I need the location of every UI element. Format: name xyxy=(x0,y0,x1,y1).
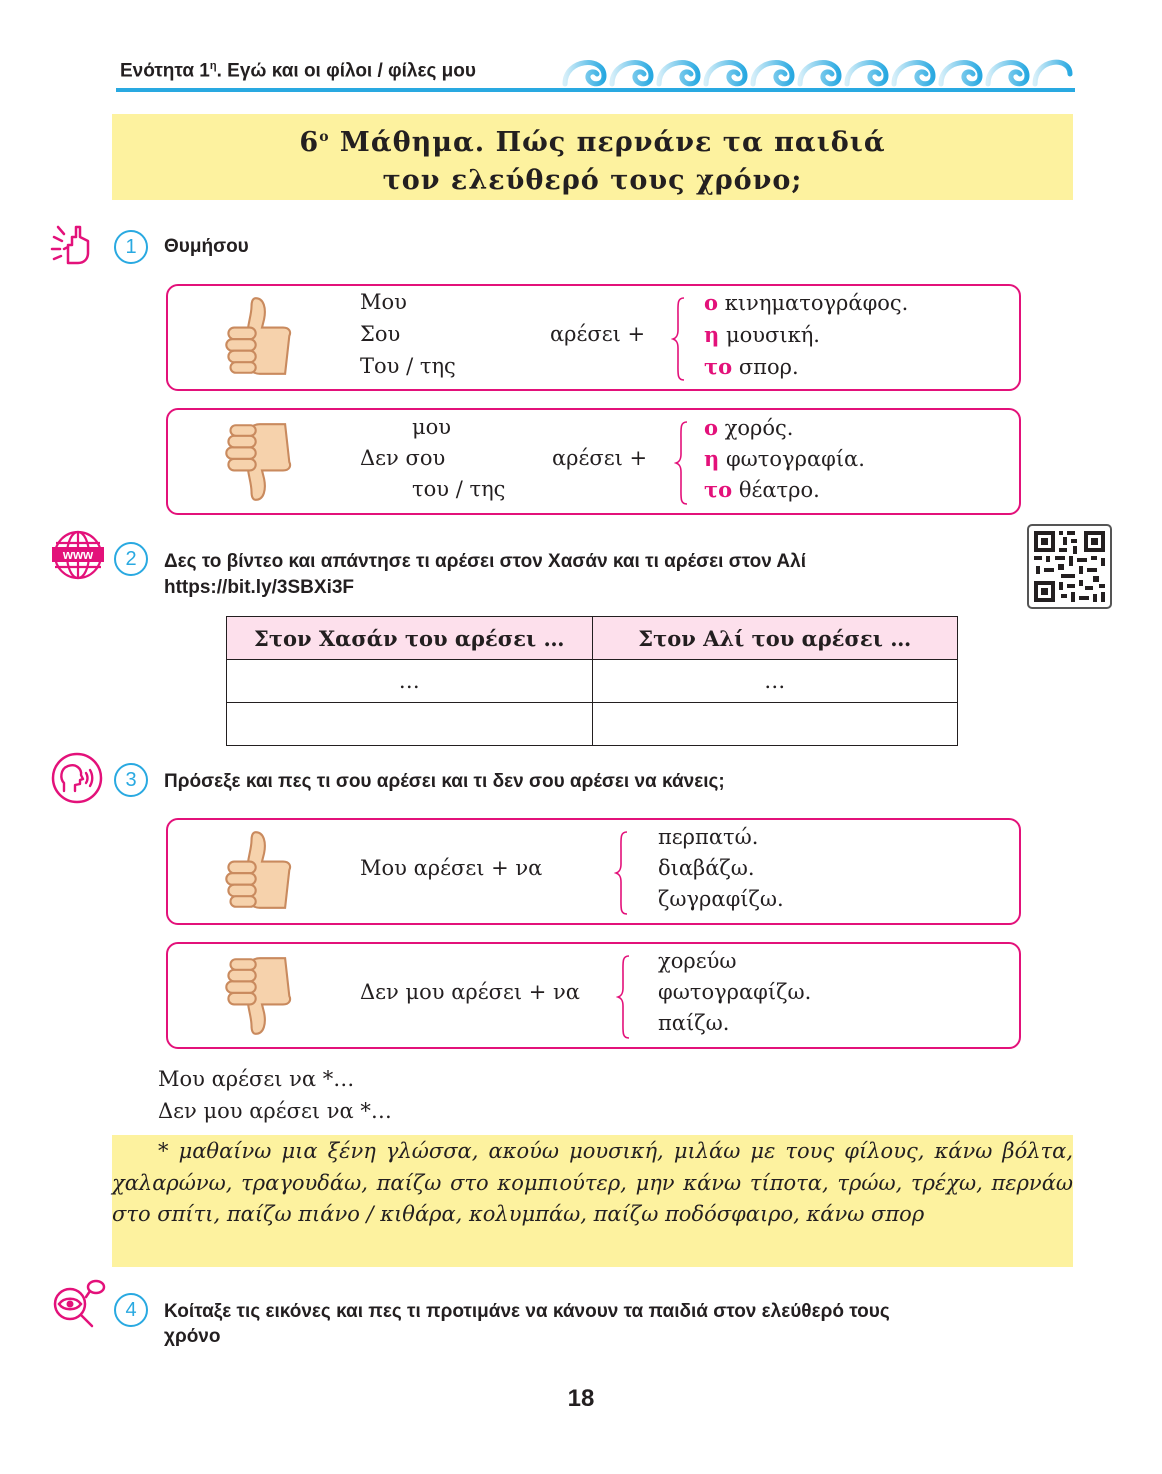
verb-phrase: Δεν μου αρέσει + να xyxy=(360,980,580,1004)
header-rule xyxy=(116,88,1075,92)
video-answer-table xyxy=(226,616,958,746)
article-noun-line: το σπορ. xyxy=(704,354,799,379)
verb-option: παίζω. xyxy=(658,1011,730,1035)
section-number-2: 2 xyxy=(114,542,148,576)
verb-phrase: αρέσει + xyxy=(552,446,648,470)
verb-option: ζωγραφίζω. xyxy=(658,887,784,911)
section-number-4: 4 xyxy=(114,1293,148,1327)
qr-code-icon[interactable] xyxy=(1027,524,1112,609)
video-link[interactable]: https://bit.ly/3SBXi3F xyxy=(164,577,355,598)
example-sentence: Δεν μου αρέσει να *… xyxy=(158,1099,392,1123)
section-title-1: Θυμήσου xyxy=(164,236,249,257)
article-noun-line: ο κινηματογράφος. xyxy=(704,290,909,315)
article-noun-line: ο χορός. xyxy=(704,415,794,440)
section-title-2: Δες το βίντεο και απάντησε τι αρέσει στον Χασάν και τι αρέσει στον Αλί xyxy=(164,551,806,572)
negation-line: Δεν σου xyxy=(360,446,446,470)
table-header-cell: Στον Χασάν του αρέσει … xyxy=(227,617,593,660)
hint-activities: * μαθαίνω μια ξένη γλώσσα, ακούω μουσική, μιλάω με τους φίλους, κάνω βόλτα, χαλαρώνω, τραγουδάω, παίζω στο κομπιούτερ, μην κάνω τίποτα, τρώω, τρέχω, περνάω στο σπίτι, παίζω πιάνο / κιθάρα, κολυμπάω, παίζω ποδόσφαιρο, κάνω σπορ xyxy=(112,1139,1073,1226)
magnifier-eye-icon xyxy=(50,1278,106,1332)
pronoun: Σου xyxy=(360,322,401,346)
svg-text:www: www xyxy=(62,547,94,562)
thumbs-up-icon xyxy=(220,294,304,378)
table-header-row xyxy=(227,617,958,660)
thumbs-down-icon xyxy=(220,420,304,504)
pronoun: του / της xyxy=(412,477,506,501)
raised-hand-icon xyxy=(50,221,98,269)
article-noun-line: η μουσική. xyxy=(704,322,820,347)
pronoun: μου xyxy=(412,415,452,439)
verb-phrase: Μου αρέσει + να xyxy=(360,856,543,880)
speaking-head-icon xyxy=(50,751,104,805)
brace-icon xyxy=(671,296,687,382)
verb-phrase: αρέσει + xyxy=(550,322,646,346)
article-noun-line: το θέατρο. xyxy=(704,477,820,502)
table-cell[interactable] xyxy=(592,703,958,746)
thumbs-down-icon xyxy=(220,954,304,1038)
pronoun: Του / της xyxy=(360,354,456,378)
www-globe-icon xyxy=(52,529,104,581)
brace-icon xyxy=(616,954,632,1040)
verb-option: διαβάζω. xyxy=(658,856,755,880)
section-title-4: Κοίταξε τις εικόνες και πες τι προτιμάνε να κάνουν τα παιδιά στον ελεύθερό τους xyxy=(164,1301,890,1322)
verb-option: χορεύω xyxy=(658,949,737,973)
page-number: 18 xyxy=(567,1385,595,1412)
thumbs-up-icon xyxy=(220,828,304,912)
section-title-4-cont: χρόνο xyxy=(164,1326,221,1347)
table-cell[interactable]: … xyxy=(592,660,958,703)
table-cell[interactable] xyxy=(227,703,593,746)
verb-option: φωτογραφίζω. xyxy=(658,980,812,1004)
article-noun-line: η φωτογραφία. xyxy=(704,446,865,471)
section-number-3: 3 xyxy=(114,763,148,797)
table-row xyxy=(227,703,958,746)
section-number-1: 1 xyxy=(114,230,148,264)
table-cell[interactable]: … xyxy=(227,660,593,703)
brace-icon xyxy=(614,830,630,916)
lesson-title: $6^o$ Μάθημα. Πώς περνάνε τα παιδιά τον ελεύθερό τους χρόνο; xyxy=(299,127,886,196)
table-row xyxy=(227,660,958,703)
pronoun: Μου xyxy=(360,290,407,314)
brace-icon xyxy=(674,420,690,506)
wave-decoration xyxy=(560,52,1075,88)
verb-option: περπατώ. xyxy=(658,825,759,849)
section-title-3: Πρόσεξε και πες τι σου αρέσει και τι δεν σου αρέσει να κάνεις; xyxy=(164,771,725,792)
unit-title: Ενότητα $1^\eta$. Εγώ και οι φίλοι / φίλες μου xyxy=(120,60,476,82)
table-header-cell: Στον Αλί του αρέσει … xyxy=(592,617,958,660)
example-sentence: Μου αρέσει να *… xyxy=(158,1067,355,1091)
